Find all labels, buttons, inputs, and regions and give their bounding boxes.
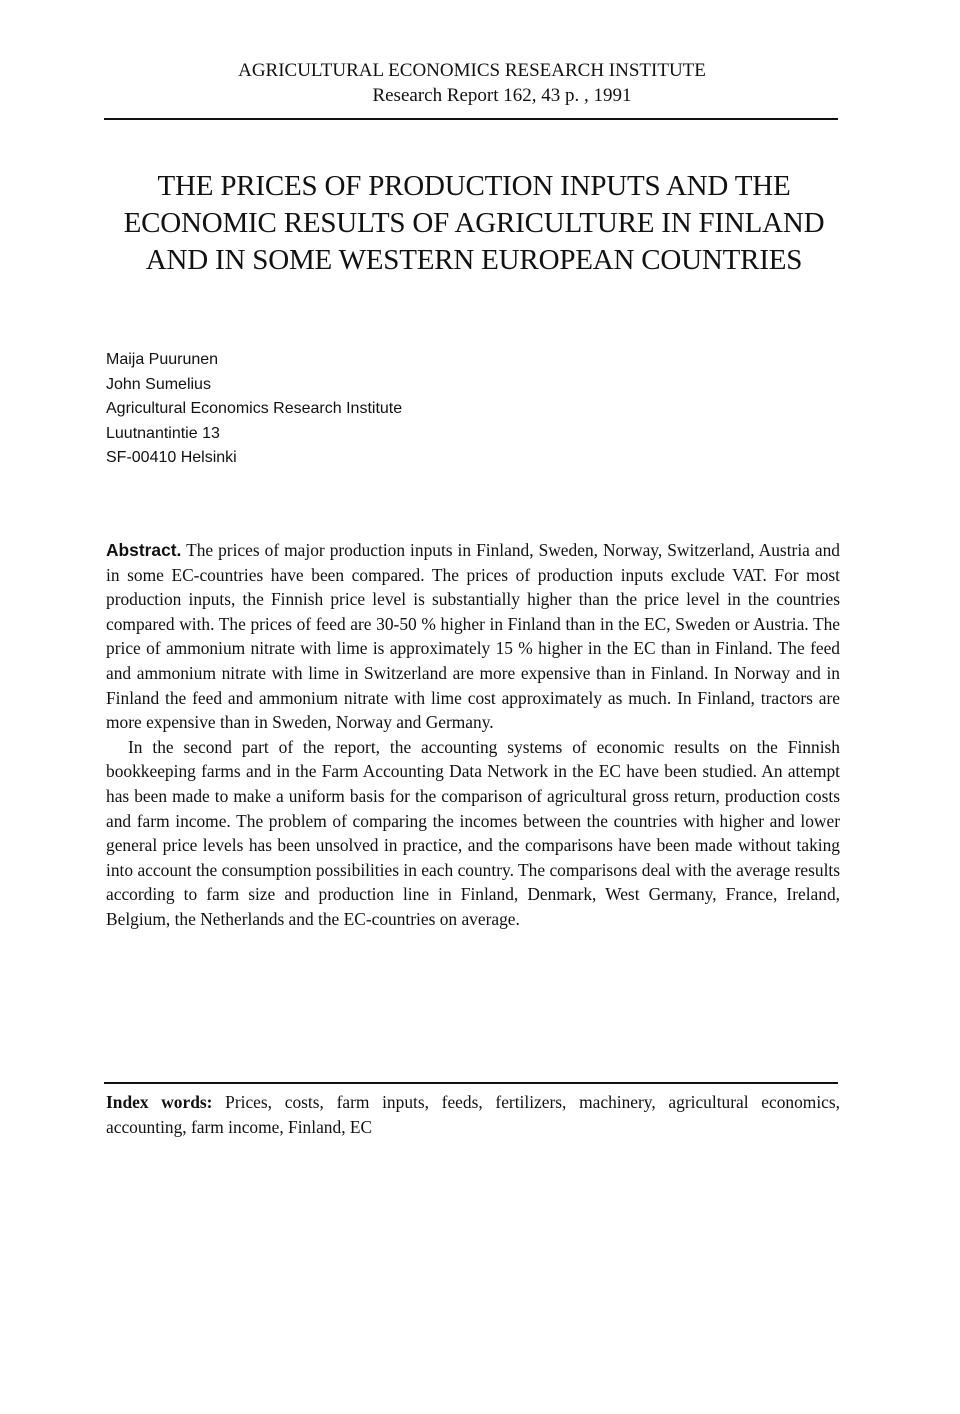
index-words-label: Index words: <box>106 1092 213 1112</box>
author-name: Maija Puurunen <box>106 351 219 368</box>
address-city: SF-00410 Helsinki <box>106 449 237 466</box>
header-divider <box>104 118 838 120</box>
author-block <box>106 348 402 471</box>
abstract-text: The prices of major production inputs in Finland, Sweden, Norway, Switzerland, Austria and in some EC-countries have been compared. The prices of production inputs exclude VAT. For most production inputs, the Finnish price level is substantially higher than the price level in the countries compared with. The prices of feed are 30-50 % higher in Finland than in the EC, Sweden or Austria. The price of ammonium nitrate with lime is approximately 15 % higher in the EC than in Finland. The feed and ammonium nitrate with lime in Switzerland are more expensive than in Finland. In Norway and in Finland the feed and ammonium nitrate with lime cost approximately as much. In Finland, tractors are more expensive than in Sweden, Norway and Germany. <box>106 540 840 733</box>
title-line-3: AND IN SOME WESTERN EUROPEAN COUNTRIES <box>145 244 803 276</box>
author-name: John Sumelius <box>106 375 211 393</box>
abstract-paragraph: In the second part of the report, the accounting systems of economic results on the Finnish bookkeeping farms and in the Farm Accounting Data Network in the EC have been studied. An attempt has been made to make a uniform basis for the comparison of agricultural gross return, production costs and farm income. The problem of comparing the incomes between the countries with higher and lower general price levels has been unsolved in practice, and the comparisons have been made without taking into account the consumption possibilities in each country. The comparisons deal with the average results according to farm size and production line in Finland, Denmark, West Germany, France, Ireland, Belgium, the Netherlands and the EC-countries on average. <box>106 736 840 929</box>
abstract-section <box>106 538 840 932</box>
report-title <box>104 168 844 279</box>
index-words-section <box>106 1090 840 1140</box>
abstract-label: Abstract. <box>106 540 182 560</box>
report-header <box>108 58 836 108</box>
title-line-1: THE PRICES OF PRODUCTION INPUTS AND THE <box>157 170 791 202</box>
report-reference: Research Report 162, 43 p. , 1991 <box>372 85 632 106</box>
index-divider <box>104 1082 838 1084</box>
institute-name: AGRICULTURAL ECONOMICS RESEARCH INSTITUTE <box>238 60 706 81</box>
index-words-text: Prices, costs, farm inputs, feeds, fertilizers, machinery, agricultural economics, accounting, farm income, Finland, EC <box>106 1092 840 1137</box>
address-street: Luutnantintie 13 <box>106 424 220 442</box>
abstract-paragraph <box>106 538 840 735</box>
title-line-2: ECONOMIC RESULTS OF AGRICULTURE IN FINLAND <box>123 207 825 239</box>
author-affiliation: Agricultural Economics Research Institute <box>106 400 403 417</box>
